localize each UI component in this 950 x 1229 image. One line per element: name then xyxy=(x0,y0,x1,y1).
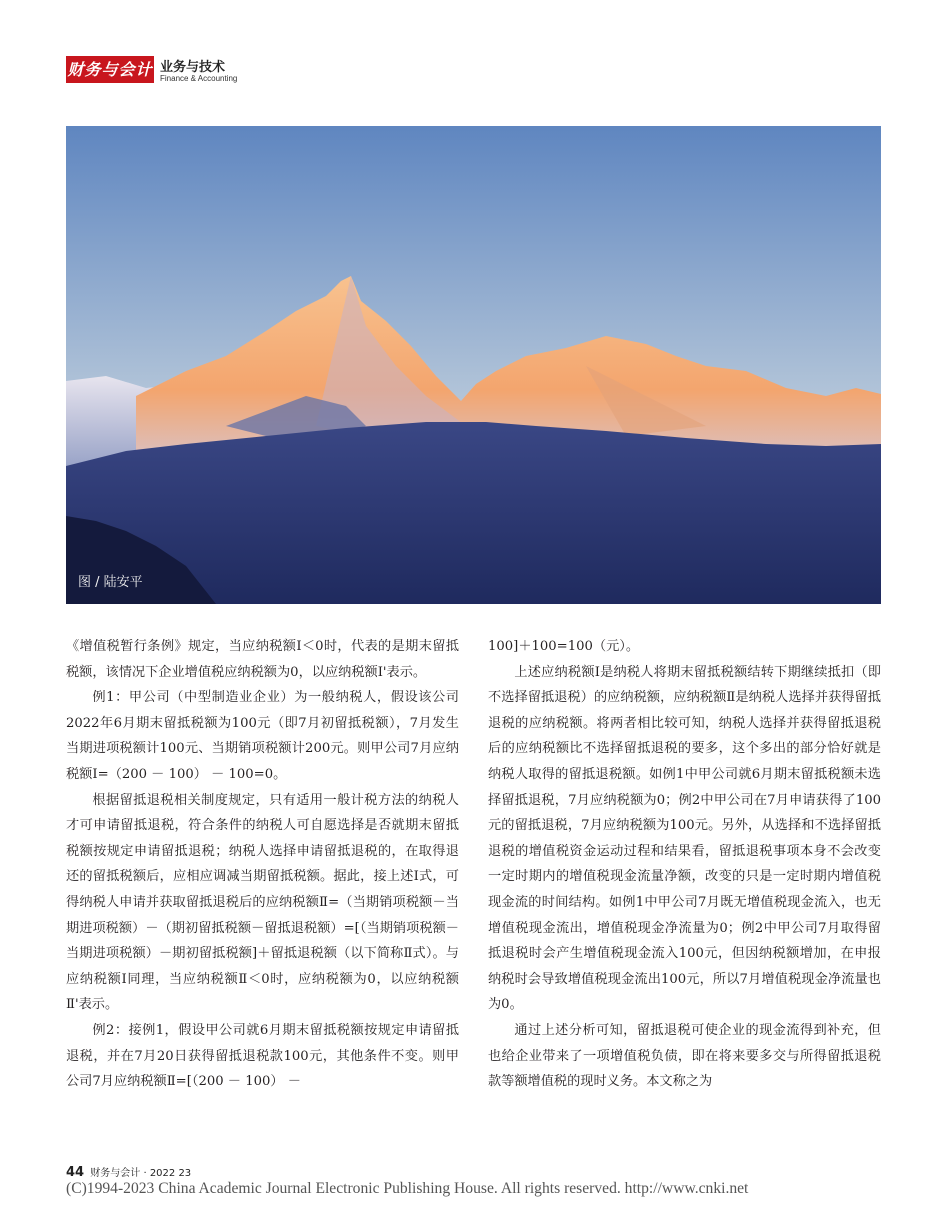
page-footer xyxy=(66,1164,191,1180)
paragraph: 通过上述分析可知，留抵退税可使企业的现金流得到补充，但也给企业带来了一项增值税负债，即在将来要多交与所得留抵退税款等额增值税的现时义务。本文称之为 xyxy=(488,1022,881,1090)
journal-logo: 财务与会计 xyxy=(66,56,154,83)
paragraph: 《增值税暂行条例》规定，当应纳税额Ⅰ＜0时，代表的是期末留抵税额，该情况下企业增值税应纳税额为0，以应纳税额Ⅰ'表示。 xyxy=(66,639,459,680)
section-title: 业务与技术 xyxy=(160,60,226,75)
journal-issue: 财务与会计 · 2022 23 xyxy=(90,1168,192,1179)
mountain-photo xyxy=(66,126,881,604)
section-subtitle: Finance & Accounting xyxy=(160,74,238,83)
paragraph: 根据留抵退税相关制度规定，只有适用一般计税方法的纳税人才可申请留抵退税，符合条件的纳税人可自愿选择是否就期末留抵税额按规定申请留抵退税；纳税人选择申请留抵退税的，在取得退还的留抵税额后，应相应调减当期留抵税额。据此，接上述Ⅰ式，可得纳税人申请并获取留抵退税后的应纳税额Ⅱ=（当期销项税额－当期进项税额）－（期初留抵税额－留抵退税额）=[（当期销项税额－当期进项税额）－期初留抵税额]＋留抵退税额（以下简称Ⅱ式）。与应纳税额Ⅰ同理，当应纳税额Ⅱ＜0时，应纳税额为0，以应纳税额Ⅱ'表示。 xyxy=(66,792,459,1013)
paragraph: 100]＋100=100（元）。 xyxy=(488,639,640,654)
mountain-landscape-image xyxy=(66,126,881,604)
paragraph: 例1：甲公司（中型制造业企业）为一般纳税人，假设该公司2022年6月期末留抵税额为100元（即7月初留抵税额），7月发生当期进项税额计100元、当期销项税额计200元。则甲公司7月应纳税额Ⅰ=（200 － 100） － 100=0。 xyxy=(66,690,459,782)
right-text-column xyxy=(488,634,881,1095)
paragraph: 例2：接例1，假设甲公司就6月期末留抵税额按规定申请留抵退税，并在7月20日获得留抵退税款100元，其他条件不变。则甲公司7月应纳税额Ⅱ=[（200 － 100） － xyxy=(66,1022,459,1090)
page-number: 44 xyxy=(66,1165,85,1180)
paragraph: 上述应纳税额Ⅰ是纳税人将期末留抵税额结转下期继续抵扣（即不选择留抵退税）的应纳税额，应纳税额Ⅱ是纳税人选择并获得留抵退税的应纳税额。将两者相比较可知，纳税人选择并获得留抵退税后的应纳税额比不选择留抵退税的要多，这个多出的部分恰好就是纳税人取得的留抵退税额。如例1中甲公司就6月期末留抵税额未选择留抵退税，7月应纳税额为0；例2中甲公司在7月申请获得了100元的留抵退税，7月应纳税额为100元。另外，从选择和不选择留抵退税的增值税资金运动过程和结果看，留抵退税事项本身不会改变一定时期内的增值税现金流量净额，改变的只是一定时期内增值税现金流的时间结构。如例1中甲公司7月既无增值税现金流入，也无增值税现金流出，增值税现金净流量为0；例2中甲公司7月取得留抵退税时会产生增值税现金流入100元，但因纳税额增加，在申报纳税时会导致增值税现金流出100元，所以7月增值税现金净流量也为0。 xyxy=(488,664,881,1013)
photo-credit: 图 / 陆安平 xyxy=(78,575,143,590)
left-text-column xyxy=(66,634,459,1095)
copyright-notice: (C)1994-2023 China Academic Journal Electronic Publishing House. All rights reserved. http://www.cnki.net xyxy=(66,1180,749,1197)
